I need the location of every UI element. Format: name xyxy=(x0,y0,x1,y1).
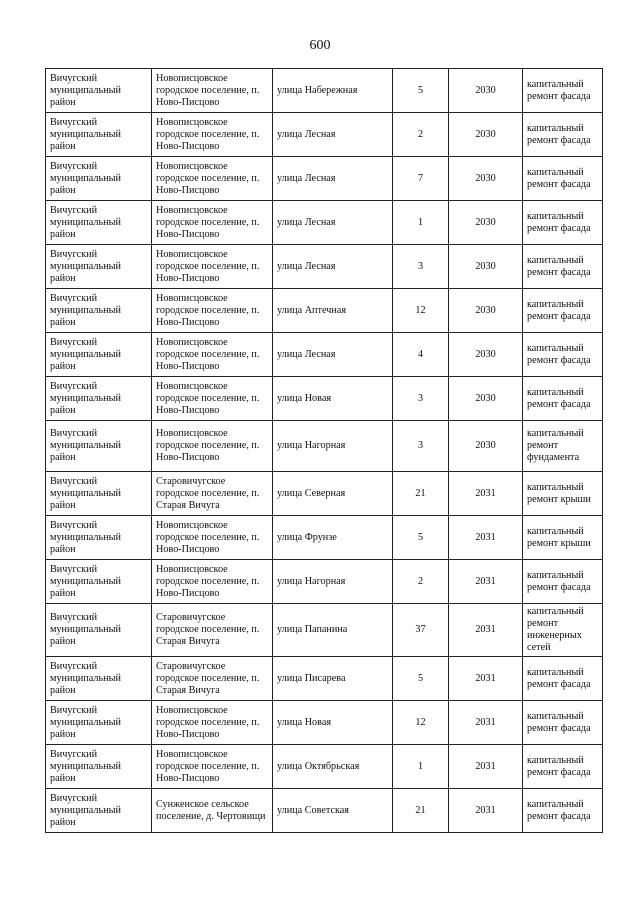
street-cell: улица Нагорная xyxy=(273,560,393,604)
district-cell: Вичугский муниципальный район xyxy=(46,69,152,113)
table-row xyxy=(46,560,603,604)
settlement-cell: Новописцовское городское поселение, п. Ново-Писцово xyxy=(152,377,273,421)
year-cell: 2030 xyxy=(449,377,523,421)
settlement-cell: Новописцовское городское поселение, п. Ново-Писцово xyxy=(152,157,273,201)
work-type-cell: капитальный ремонт крыши xyxy=(523,516,603,560)
district-cell: Вичугский муниципальный район xyxy=(46,245,152,289)
work-type-cell: капитальный ремонт фасада xyxy=(523,789,603,833)
work-type-cell: капитальный ремонт фасада xyxy=(523,201,603,245)
district-cell: Вичугский муниципальный район xyxy=(46,113,152,157)
house-number-cell: 3 xyxy=(393,245,449,289)
house-number-cell: 3 xyxy=(393,377,449,421)
street-cell: улица Лесная xyxy=(273,245,393,289)
district-cell: Вичугский муниципальный район xyxy=(46,657,152,701)
table-row xyxy=(46,472,603,516)
street-cell: улица Лесная xyxy=(273,157,393,201)
table-body xyxy=(46,69,603,833)
work-type-cell: капитальный ремонт фасада xyxy=(523,333,603,377)
house-number-cell: 1 xyxy=(393,201,449,245)
work-type-cell: капитальный ремонт крыши xyxy=(523,472,603,516)
house-number-cell: 2 xyxy=(393,113,449,157)
year-cell: 2031 xyxy=(449,472,523,516)
house-number-cell: 7 xyxy=(393,157,449,201)
table-row xyxy=(46,289,603,333)
house-number-cell: 37 xyxy=(393,604,449,657)
settlement-cell: Новописцовское городское поселение, п. Ново-Писцово xyxy=(152,333,273,377)
district-cell: Вичугский муниципальный район xyxy=(46,745,152,789)
settlement-cell: Старовичугское городское поселение, п. Старая Вичуга xyxy=(152,604,273,657)
table-row xyxy=(46,333,603,377)
work-type-cell: капитальный ремонт фундамента xyxy=(523,421,603,472)
table-row xyxy=(46,604,603,657)
house-number-cell: 21 xyxy=(393,472,449,516)
street-cell: улица Советская xyxy=(273,789,393,833)
street-cell: улица Писарева xyxy=(273,657,393,701)
street-cell: улица Новая xyxy=(273,377,393,421)
house-number-cell: 5 xyxy=(393,516,449,560)
street-cell: улица Фрунзе xyxy=(273,516,393,560)
street-cell: улица Лесная xyxy=(273,113,393,157)
settlement-cell: Старовичугское городское поселение, п. Старая Вичуга xyxy=(152,657,273,701)
table-row xyxy=(46,157,603,201)
year-cell: 2031 xyxy=(449,657,523,701)
district-cell: Вичугский муниципальный район xyxy=(46,289,152,333)
house-number-cell: 1 xyxy=(393,745,449,789)
work-type-cell: капитальный ремонт фасада xyxy=(523,377,603,421)
page-number: 600 xyxy=(309,38,331,53)
settlement-cell: Новописцовское городское поселение, п. Ново-Писцово xyxy=(152,745,273,789)
year-cell: 2030 xyxy=(449,157,523,201)
district-cell: Вичугский муниципальный район xyxy=(46,157,152,201)
housing-repair-table xyxy=(45,68,603,833)
settlement-cell: Новописцовское городское поселение, п. Ново-Писцово xyxy=(152,69,273,113)
settlement-cell: Старовичугское городское поселение, п. Старая Вичуга xyxy=(152,472,273,516)
year-cell: 2031 xyxy=(449,560,523,604)
work-type-cell: капитальный ремонт фасада xyxy=(523,113,603,157)
table-row xyxy=(46,69,603,113)
street-cell: улица Набережная xyxy=(273,69,393,113)
settlement-cell: Новописцовское городское поселение, п. Ново-Писцово xyxy=(152,201,273,245)
house-number-cell: 5 xyxy=(393,657,449,701)
district-cell: Вичугский муниципальный район xyxy=(46,516,152,560)
year-cell: 2030 xyxy=(449,289,523,333)
settlement-cell: Новописцовское городское поселение, п. Ново-Писцово xyxy=(152,701,273,745)
house-number-cell: 12 xyxy=(393,701,449,745)
street-cell: улица Лесная xyxy=(273,201,393,245)
settlement-cell: Новописцовское городское поселение, п. Ново-Писцово xyxy=(152,113,273,157)
work-type-cell: капитальный ремонт фасада xyxy=(523,560,603,604)
work-type-cell: капитальный ремонт фасада xyxy=(523,245,603,289)
work-type-cell: капитальный ремонт фасада xyxy=(523,289,603,333)
street-cell: улица Октябрьская xyxy=(273,745,393,789)
district-cell: Вичугский муниципальный район xyxy=(46,421,152,472)
table-row xyxy=(46,701,603,745)
district-cell: Вичугский муниципальный район xyxy=(46,472,152,516)
year-cell: 2031 xyxy=(449,789,523,833)
year-cell: 2031 xyxy=(449,516,523,560)
street-cell: улица Лесная xyxy=(273,333,393,377)
settlement-cell: Сунженское сельское поселение, д. Чертовищи xyxy=(152,789,273,833)
year-cell: 2031 xyxy=(449,701,523,745)
house-number-cell: 3 xyxy=(393,421,449,472)
district-cell: Вичугский муниципальный район xyxy=(46,560,152,604)
table-row xyxy=(46,516,603,560)
work-type-cell: капитальный ремонт фасада xyxy=(523,701,603,745)
street-cell: улица Новая xyxy=(273,701,393,745)
district-cell: Вичугский муниципальный район xyxy=(46,201,152,245)
street-cell: улица Папанина xyxy=(273,604,393,657)
table-row xyxy=(46,201,603,245)
house-number-cell: 5 xyxy=(393,69,449,113)
work-type-cell: капитальный ремонт фасада xyxy=(523,69,603,113)
year-cell: 2030 xyxy=(449,421,523,472)
table-row xyxy=(46,657,603,701)
work-type-cell: капитальный ремонт инженерных сетей xyxy=(523,604,603,657)
table-row xyxy=(46,421,603,472)
table-row xyxy=(46,745,603,789)
table-row xyxy=(46,113,603,157)
year-cell: 2030 xyxy=(449,333,523,377)
work-type-cell: капитальный ремонт фасада xyxy=(523,157,603,201)
year-cell: 2030 xyxy=(449,245,523,289)
settlement-cell: Новописцовское городское поселение, п. Ново-Писцово xyxy=(152,289,273,333)
year-cell: 2031 xyxy=(449,604,523,657)
work-type-cell: капитальный ремонт фасада xyxy=(523,657,603,701)
year-cell: 2030 xyxy=(449,113,523,157)
district-cell: Вичугский муниципальный район xyxy=(46,701,152,745)
settlement-cell: Новописцовское городское поселение, п. Ново-Писцово xyxy=(152,245,273,289)
house-number-cell: 21 xyxy=(393,789,449,833)
settlement-cell: Новописцовское городское поселение, п. Ново-Писцово xyxy=(152,516,273,560)
district-cell: Вичугский муниципальный район xyxy=(46,377,152,421)
district-cell: Вичугский муниципальный район xyxy=(46,604,152,657)
house-number-cell: 2 xyxy=(393,560,449,604)
table-row xyxy=(46,789,603,833)
street-cell: улица Аптечная xyxy=(273,289,393,333)
settlement-cell: Новописцовское городское поселение, п. Ново-Писцово xyxy=(152,421,273,472)
district-cell: Вичугский муниципальный район xyxy=(46,333,152,377)
house-number-cell: 12 xyxy=(393,289,449,333)
year-cell: 2030 xyxy=(449,201,523,245)
settlement-cell: Новописцовское городское поселение, п. Ново-Писцово xyxy=(152,560,273,604)
street-cell: улица Нагорная xyxy=(273,421,393,472)
table-row xyxy=(46,245,603,289)
work-type-cell: капитальный ремонт фасада xyxy=(523,745,603,789)
year-cell: 2031 xyxy=(449,745,523,789)
street-cell: улица Северная xyxy=(273,472,393,516)
year-cell: 2030 xyxy=(449,69,523,113)
table-row xyxy=(46,377,603,421)
district-cell: Вичугский муниципальный район xyxy=(46,789,152,833)
house-number-cell: 4 xyxy=(393,333,449,377)
